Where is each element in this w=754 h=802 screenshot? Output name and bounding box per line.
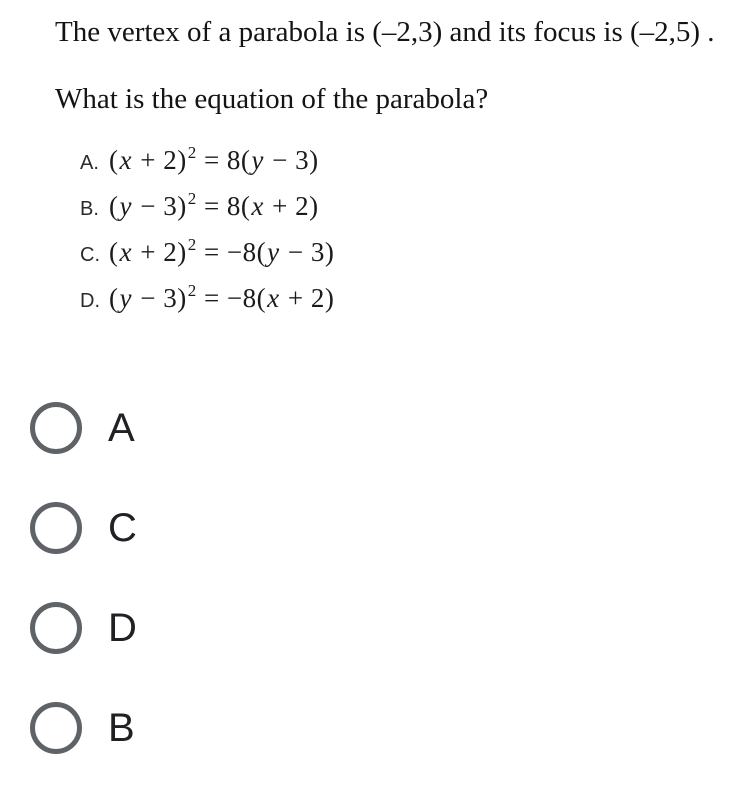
option-a [80,145,754,191]
formula-variable: y [119,283,132,313]
formula-fragment: + 2) [132,237,187,267]
radio-button-b[interactable] [30,702,82,754]
formula-fragment: − 3) [280,237,335,267]
option-formula [109,191,319,222]
radio-label-b[interactable]: B [108,705,135,750]
formula-variable: y [267,237,280,267]
formula-fragment: = 8( [196,145,251,175]
formula-fragment: ( [109,237,119,267]
formula-fragment: ( [109,283,119,313]
formula-fragment: ( [109,191,119,221]
formula-fragment: + 2) [264,191,319,221]
formula-exponent: 2 [187,235,197,254]
formula-fragment: = −8( [196,283,267,313]
formula-fragment: − 3) [132,191,187,221]
option-formula [109,237,334,268]
option-formula [109,283,334,314]
radio-button-a[interactable] [30,402,82,454]
radio-button-d[interactable] [30,602,82,654]
question-prompt [55,14,754,117]
radio-choice-b[interactable] [30,702,754,754]
formula-fragment: − 3) [132,283,187,313]
formula-variable: y [119,191,132,221]
formula-exponent: 2 [187,143,197,162]
formula-variable: x [267,283,280,313]
formula-fragment: ( [109,145,119,175]
option-letter: B. [80,198,99,220]
formula-variable: y [251,145,264,175]
option-letter: C. [80,244,100,266]
radio-choice-c[interactable] [30,502,754,554]
formula-exponent: 2 [187,189,197,208]
option-b [80,191,754,237]
formula-variable: x [119,237,132,267]
formula-fragment: + 2) [132,145,187,175]
question-line-1: The vertex of a parabola is (–2,3) and its focus is (–2,5) . [55,16,715,48]
radio-label-c[interactable]: C [108,505,137,550]
option-letter: A. [80,152,99,174]
radio-label-d[interactable]: D [108,605,137,650]
formula-fragment: − 3) [264,145,319,175]
formula-variable: x [251,191,264,221]
option-d [80,283,754,329]
quiz-question-page [0,14,754,754]
radio-choice-a[interactable] [30,402,754,454]
option-letter: D. [80,290,100,312]
answer-options-list [80,145,754,329]
radio-button-c[interactable] [30,502,82,554]
formula-fragment: = 8( [196,191,251,221]
radio-label-a[interactable]: A [108,405,135,450]
option-c [80,237,754,283]
question-line-2: What is the equation of the parabola? [55,83,489,115]
formula-fragment: = −8( [196,237,267,267]
option-formula [109,145,319,176]
radio-choice-group [30,402,754,754]
formula-fragment: + 2) [280,283,335,313]
formula-variable: x [119,145,132,175]
formula-exponent: 2 [187,281,197,300]
radio-choice-d[interactable] [30,602,754,654]
